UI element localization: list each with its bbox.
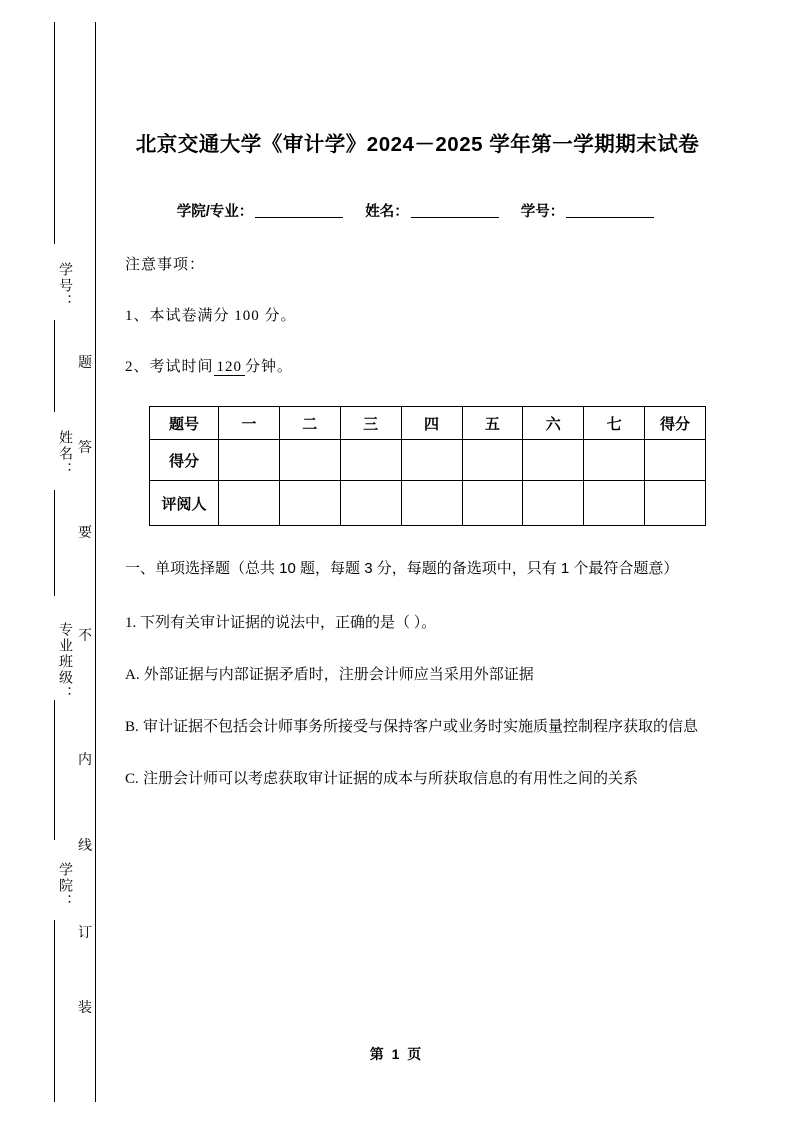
option-text: 外部证据与内部证据矛盾时，注册会计师应当采用外部证据 — [143, 666, 534, 683]
grader-cell[interactable] — [645, 481, 706, 526]
option-label: C. — [125, 771, 139, 787]
page-title: 北京交通大学《审计学》2024－2025 学年第一学期期末试卷 — [135, 133, 700, 156]
question-option[interactable] — [125, 762, 710, 796]
note-2-after: 分钟。 — [245, 359, 294, 375]
seal-char-5: 线 — [78, 839, 92, 854]
score-table-col-header: 七 — [584, 407, 645, 440]
score-cell[interactable] — [462, 440, 523, 481]
seal-char-0: 题 — [78, 356, 92, 371]
seal-rule-outer — [95, 22, 96, 1102]
seal-char-6: 订 — [78, 926, 92, 941]
row-header-number: 题号 — [150, 407, 219, 440]
exam-duration-value: 120 — [214, 359, 246, 376]
seal-char-1: 答 — [78, 441, 92, 456]
score-table — [149, 406, 706, 526]
seal-label-0: 学号： — [57, 262, 72, 310]
note-item-1: 1、本试卷满分 100 分。 — [125, 308, 297, 324]
grader-cell[interactable] — [523, 481, 584, 526]
seal-rule-inner-segment — [54, 320, 55, 412]
name-field[interactable] — [411, 217, 499, 218]
grader-cell[interactable] — [279, 481, 340, 526]
seal-rule-inner-segment — [54, 920, 55, 1102]
score-table-col-header: 一 — [219, 407, 280, 440]
score-table-col-header: 三 — [340, 407, 401, 440]
seal-rule-inner-segment — [54, 22, 55, 244]
seal-char-7: 装 — [78, 1001, 92, 1016]
table-row-score — [150, 440, 706, 481]
seal-char-2: 要 — [78, 526, 92, 541]
row-header-score: 得分 — [150, 440, 219, 481]
grader-cell[interactable] — [219, 481, 280, 526]
score-cell[interactable] — [219, 440, 280, 481]
option-label: B. — [125, 719, 139, 735]
table-row-grader — [150, 481, 706, 526]
option-text: 注册会计师可以考虑获取审计证据的成本与所获取信息的有用性之间的关系 — [142, 770, 638, 787]
option-label: A. — [125, 667, 140, 683]
seal-rule-inner-segment — [54, 490, 55, 596]
score-table-col-header: 六 — [523, 407, 584, 440]
question-text: 下列有关审计证据的说法中，正确的是（ ）。 — [140, 615, 437, 631]
student-id-label: 学号： — [520, 204, 565, 220]
grader-cell[interactable] — [340, 481, 401, 526]
score-table-wrapper — [149, 406, 706, 526]
seal-label-1: 姓名： — [57, 430, 72, 478]
grader-cell[interactable] — [462, 481, 523, 526]
college-major-field[interactable] — [255, 217, 343, 218]
seal-char-4: 内 — [78, 753, 92, 768]
grader-cell[interactable] — [401, 481, 462, 526]
content-column — [125, 0, 710, 796]
seal-label-2: 专业班级： — [57, 622, 72, 702]
row-header-grader: 评阅人 — [150, 481, 219, 526]
question-option[interactable] — [125, 710, 710, 744]
score-cell[interactable] — [523, 440, 584, 481]
section-title: 一、单项选择题（总共 10 题，每题 3 分，每题的备选项中，只有 1 个最符合题意） — [125, 560, 679, 577]
score-table-col-header: 得分 — [645, 407, 706, 440]
page-footer: 第 1 页 — [369, 1046, 424, 1062]
question-item — [125, 607, 710, 640]
grader-cell[interactable] — [584, 481, 645, 526]
student-info-line — [125, 200, 710, 221]
score-table-col-header: 四 — [401, 407, 462, 440]
score-cell[interactable] — [584, 440, 645, 481]
score-cell[interactable] — [401, 440, 462, 481]
name-label: 姓名： — [365, 204, 409, 220]
score-table-col-header: 二 — [279, 407, 340, 440]
score-cell[interactable] — [279, 440, 340, 481]
note-item-2 — [125, 355, 710, 376]
score-cell[interactable] — [645, 440, 706, 481]
seal-rule-inner-segment — [54, 700, 55, 840]
notes-heading: 注意事项： — [125, 257, 206, 273]
question-option[interactable] — [125, 658, 710, 692]
table-row-header — [150, 407, 706, 440]
college-major-label: 学院/专业： — [176, 204, 254, 220]
question-list — [125, 607, 710, 796]
seal-label-3: 学院： — [57, 862, 72, 910]
seal-binding-margin — [0, 0, 110, 1122]
option-text: 审计证据不包括会计师事务所接受与保持客户或业务时实施质量控制程序获取的信息 — [142, 718, 698, 735]
question-number: 1. — [125, 615, 137, 631]
score-table-col-header: 五 — [462, 407, 523, 440]
note-2-before: 2、考试时间 — [125, 359, 214, 375]
score-cell[interactable] — [340, 440, 401, 481]
seal-char-3: 不 — [78, 629, 92, 644]
student-id-field[interactable] — [566, 217, 654, 218]
